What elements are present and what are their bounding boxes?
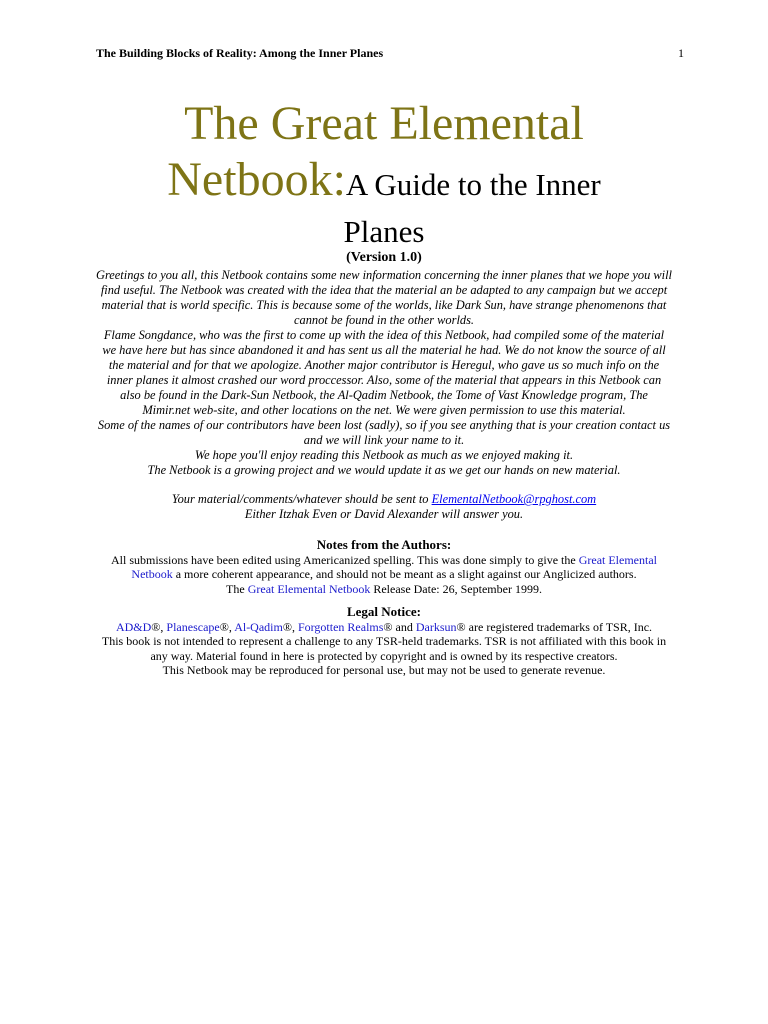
contact-section — [96, 492, 672, 522]
intro-paragraph-1: Greetings to you all, this Netbook contains some new information concerning the inner planes that we hope you will find useful. The Netbook was created with the idea that the material an be adapted to any campaign but we accept material that is world specific. This is because some of the worlds, like Dark Sun, have strange phenomenons that cannot be found in the other worlds. — [96, 268, 672, 327]
legal-line-3: This Netbook may be reproduced for personal use, but may not be used to generate revenue. — [162, 663, 606, 677]
subtitle-part-2: Planes — [343, 214, 425, 249]
separator: , — [160, 619, 167, 634]
notes-text-4: Release Date: 26, September 1999. — [370, 581, 542, 596]
document-title — [100, 96, 668, 213]
subtitle-part-1: A Guide to the Inner — [345, 167, 601, 202]
reg-mark: ® — [383, 619, 393, 634]
notes-heading: Notes from the Authors: — [316, 537, 452, 552]
separator: , — [291, 619, 298, 634]
page-number: 1 — [678, 46, 684, 60]
notes-text — [96, 553, 672, 582]
reg-mark: ® — [151, 619, 161, 634]
contact-line-2: Either Itzhak Even or David Alexander will answer you. — [244, 507, 524, 521]
notes-text-2: a more coherent appearance, and should not be meant as a slight against our Anglicized authors. — [172, 567, 637, 581]
conjunction: and — [392, 619, 416, 634]
intro-paragraph-4: We hope you'll enjoy reading this Netbook as much as we enjoyed making it. — [194, 448, 574, 462]
release-date-line — [96, 582, 672, 597]
title-line-1: The Great Elemental — [184, 97, 584, 150]
intro-section — [96, 268, 672, 478]
reg-mark: ® — [282, 619, 292, 634]
trademark-darksun[interactable]: Darksun — [415, 619, 457, 634]
notes-section — [96, 538, 672, 596]
trademark-forgotten-realms[interactable]: Forgotten Realms — [297, 619, 384, 634]
legal-tail: are registered trademarks of TSR, Inc. — [465, 619, 653, 634]
reg-mark: ® — [456, 619, 466, 634]
page-header — [96, 46, 684, 61]
running-title: The Building Blocks of Reality: Among the Inner Planes — [96, 46, 384, 60]
trademark-al-qadim[interactable]: Al-Qadim — [234, 619, 283, 634]
reg-mark: ® — [219, 619, 229, 634]
contact-prefix: Your material/comments/whatever should be sent to — [171, 492, 432, 506]
legal-section — [96, 605, 672, 678]
notes-netbook-link-1[interactable]: Great Elemental Netbook — [131, 552, 657, 581]
title-line-2: Netbook: — [167, 153, 346, 206]
intro-paragraph-3: Some of the names of our contributors have been lost (sadly), so if you see anything that is your creation contact us and we will link your name to it. — [97, 418, 671, 447]
intro-paragraph-5: The Netbook is a growing project and we would update it as we get our hands on new material. — [147, 463, 621, 477]
notes-text-1: All submissions have been edited using Americanized spelling. This was done simply to give the — [110, 552, 579, 567]
trademark-add[interactable]: AD&D — [115, 619, 152, 634]
legal-line-1 — [96, 620, 672, 635]
intro-paragraph-2: Flame Songdance, who was the first to come up with the idea of this Netbook, had compiled some of the material we have here but has since abandoned it and has sent us all the material he had. We do not know the source of all the material and for that we apologize. Another major contributor is Heregul, who gave us so much info on the inner planes it almost crashed our word proccessor. Also, some of the material that appears in this Netbook can also be found in the Dark-Sun Netbook, the Al-Qadim Netbook, the Tome of Vast Knowledge program, The Mimir.net web-site, and other locations on the net. We were given permission to use this material. — [102, 328, 666, 417]
legal-heading: Legal Notice: — [346, 604, 421, 619]
trademark-planescape[interactable]: Planescape — [166, 619, 220, 634]
contact-line-1 — [96, 492, 672, 507]
separator: , — [228, 619, 235, 634]
notes-text-3: The — [226, 581, 248, 596]
notes-netbook-link-2[interactable]: Great Elemental Netbook — [247, 581, 371, 596]
legal-line-2: This book is not intended to represent a challenge to any TSR-held trademarks. TSR is not affiliated with this book in any way. Material found in here is protected by copyright and is owned by its respective creators. — [101, 634, 667, 663]
email-link[interactable]: ElementalNetbook@rpghost.com — [431, 492, 597, 506]
version-label: (Version 1.0) — [346, 250, 422, 265]
